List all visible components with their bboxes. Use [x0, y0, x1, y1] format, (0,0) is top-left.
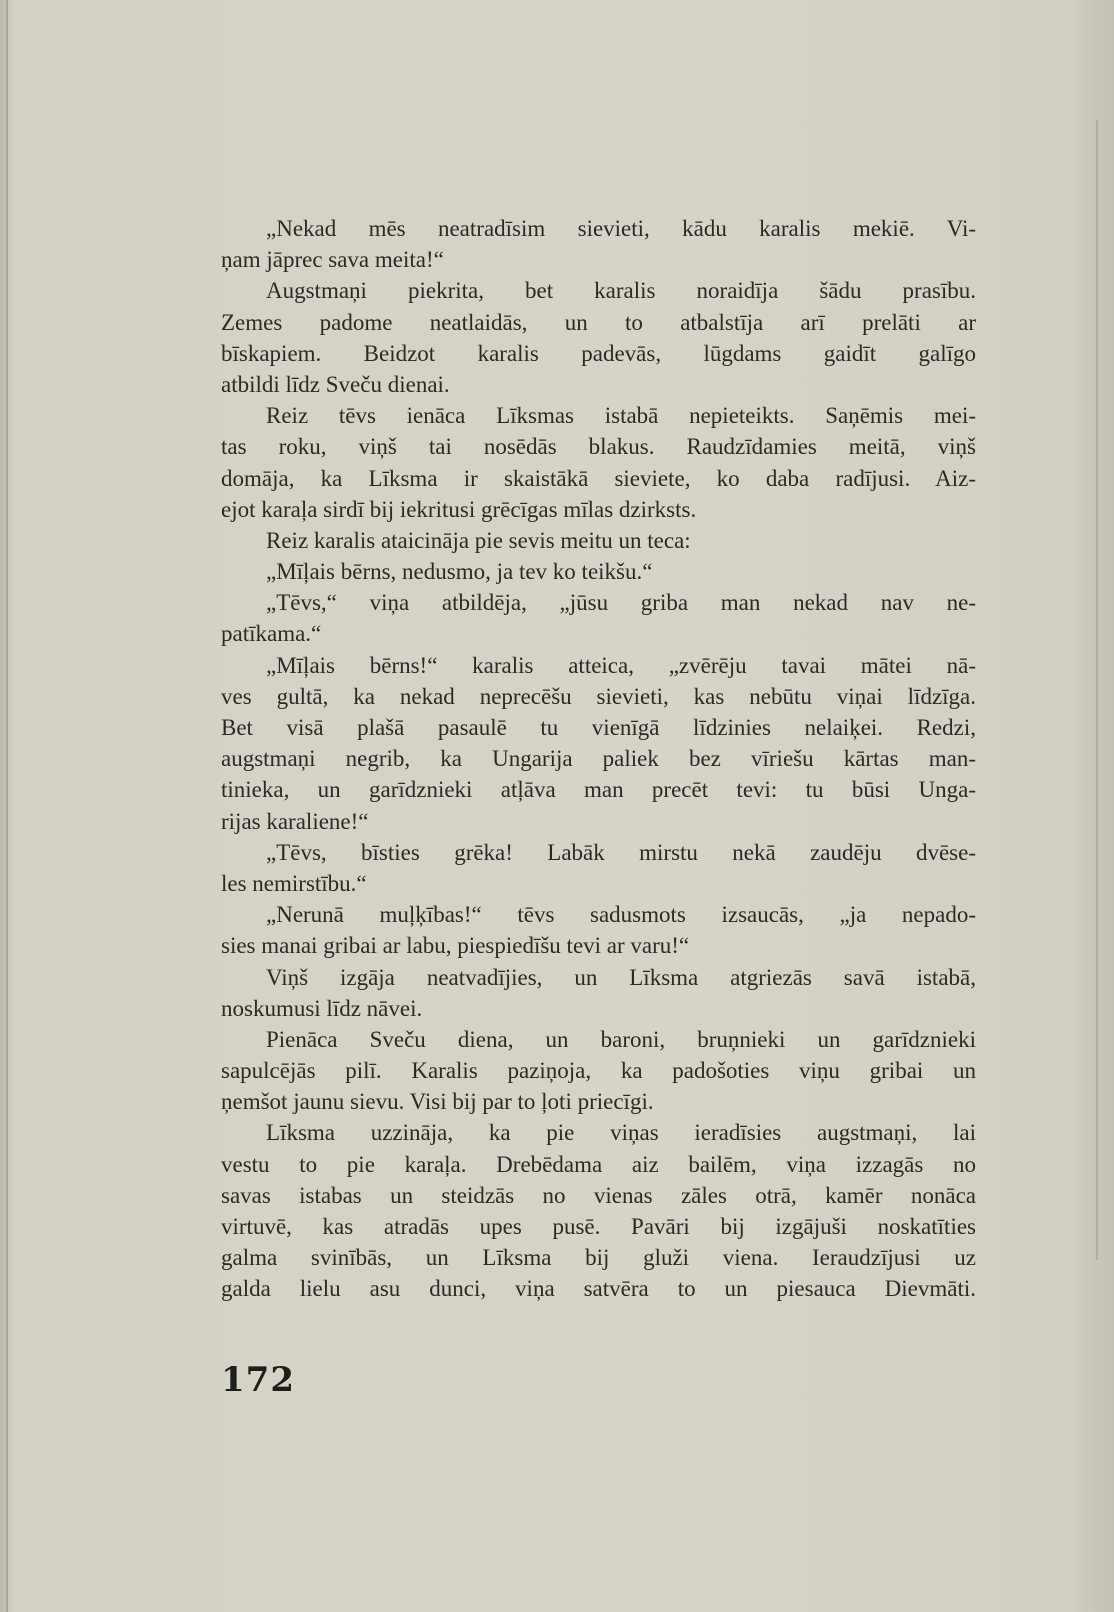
text-line: Augstmaņi piekrita, bet karalis noraidīja šādu prasību. — [266, 278, 976, 304]
text-line: „Tēvs,“ viņa atbildēja, „jūsu griba man nekad nav ne- — [266, 590, 976, 616]
text-line: rijas karaliene!“ — [221, 808, 369, 834]
text-line: Zemes padome neatlaidās, un to atbalstīja arī prelāti ar — [221, 309, 976, 335]
text-line: Bet visā plašā pasaulē tu vienīgā līdzinies nelaiķei. Redzi, — [221, 715, 976, 740]
text-line: ņam jāprec sava meita!“ — [221, 247, 444, 273]
text-line: virtuvē, kas atradās upes pusē. Pavāri bij izgājuši noskatīties — [221, 1214, 976, 1239]
text-line: ņemšot jaunu sievu. Visi bij par to ļoti priecīgi. — [221, 1089, 654, 1115]
text-line: Reiz karalis ataicināja pie sevis meitu un teca: — [266, 527, 691, 553]
text-line: tinieka, un garīdznieki atļāva man precēt tevi: tu būsi Unga- — [221, 777, 976, 803]
text-line: les nemirstību.“ — [221, 870, 367, 896]
text-line: ves gultā, ka nekad neprecēšu sievieti, kas nebūtu viņai līdzīga. — [221, 683, 976, 709]
text-line: „Mīļais bērns, nedusmo, ja tev ko teikšu.“ — [266, 559, 653, 585]
text-line: sapulcējās pilī. Karalis paziņoja, ka padošoties viņu gribai un — [221, 1058, 976, 1084]
page-number: 172 — [221, 1360, 295, 1400]
body-text — [221, 213, 976, 1305]
text-line: atbildi līdz Sveču dienai. — [221, 371, 450, 397]
text-line: Reiz tēvs ienāca Līksmas istabā nepieteikts. Saņēmis mei- — [266, 403, 976, 429]
text-line: savas istabas un steidzās no vienas zāles otrā, kamēr nonāca — [221, 1182, 976, 1208]
text-line: „Tēvs, bīsties grēka! Labāk mirstu nekā zaudēju dvēse- — [266, 839, 976, 865]
text-line: noskumusi līdz nāvei. — [221, 995, 423, 1021]
text-line: patīkama.“ — [221, 621, 322, 647]
text-line: Pienāca Sveču diena, un baroni, bruņnieki un garīdznieki — [266, 1026, 976, 1052]
text-line: sies manai gribai ar labu, piespiedīšu tevi ar varu!“ — [221, 933, 690, 959]
page-edge-mark — [1096, 120, 1098, 1260]
text-line: „Nerunā muļķības!“ tēvs sadusmots izsaucās, „ja nepado- — [266, 902, 976, 928]
text-line: ejot karaļa sirdī bij iekritusi grēcīgas mīlas dzirksts. — [221, 496, 697, 522]
page-spine-shadow — [6, 0, 8, 1612]
text-line: galda lielu asu dunci, viņa satvēra to un piesauca Dievmāti. — [221, 1276, 976, 1302]
text-line: domāja, ka Līksma ir skaistākā sieviete, ko daba radījusi. Aiz- — [221, 465, 976, 491]
text-line: „Mīļais bērns!“ karalis atteica, „zvērēju tavai mātei nā- — [266, 652, 976, 678]
text-line: Līksma uzzināja, ka pie viņas ieradīsies augstmaņi, lai — [266, 1120, 976, 1146]
text-line: augstmaņi negrib, ka Ungarija paliek bez vīriešu kārtas man- — [221, 746, 976, 772]
text-line: galma svinībās, un Līksma bij gluži viena. Ieraudzījusi uz — [221, 1245, 976, 1271]
text-line: bīskapiem. Beidzot karalis padevās, lūgdams gaidīt galīgo — [221, 340, 976, 366]
text-line: Viņš izgāja neatvadījies, un Līksma atgriezās savā istabā, — [266, 964, 976, 990]
text-line: „Nekad mēs neatradīsim sievieti, kādu karalis mekiē. Vi- — [266, 216, 976, 241]
text-line: tas roku, viņš tai nosēdās blakus. Raudzīdamies meitā, viņš — [221, 434, 976, 460]
text-line: vestu to pie karaļa. Drebēdama aiz bailēm, viņa izzagās no — [221, 1151, 976, 1177]
